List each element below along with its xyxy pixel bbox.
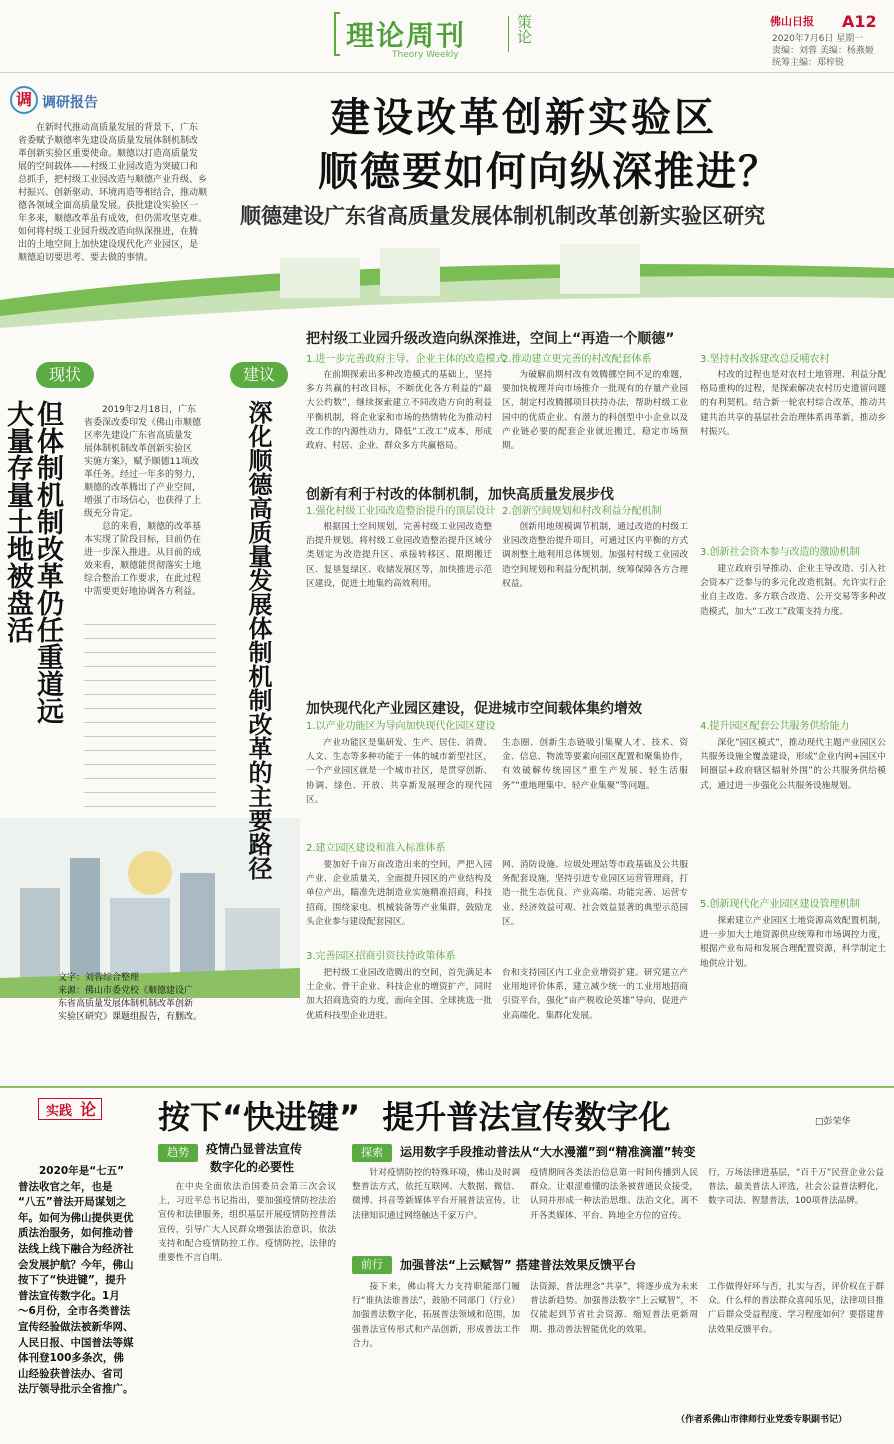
- masthead-rule: [0, 72, 894, 73]
- subheadline: 顺德建设广东省高质量发展体制机制改革创新实验区研究: [240, 204, 765, 228]
- practice-tag-part2: 论: [80, 1100, 97, 1119]
- section-heading: 2.推动建立更完善的村改配套体系: [502, 354, 652, 365]
- story-divider: [0, 1086, 894, 1088]
- credit: 文字：刘蓉综合整理 来源：佛山市委党校《顺德建设广 东省高质量发展体制机制改革创新 实验区研究》课题组报告，有删改。: [58, 973, 203, 1022]
- article-column: 为破解前期村改有效腾挪空间不足的难题，要加快梳理并向市场推介一批现有的存量产业园区，制定村改腾挪项目扶持办法，帮助村级工业园中的优质企业、有潜力的科创型中小企业以及产业链必要的配套企业就近搬迁，稳定市场预期。: [502, 370, 688, 452]
- article-column: 深化“园区模式”，推动现代主题产业园区公共服务设施全覆盖建设，形成“企业内网+园区中间圈层+政府辖区辐射外围”的公共服务供给模式，通过进一步强化公共服务设施规划。: [700, 738, 886, 791]
- article-column: 根据国土空间规划，完善村级工业园改造整治提升规划。将村级工业园改造整治提升区域分类划定为改造提升区、承接转移区、限期搬迁区、复垦复绿区、收储发展区等，加快推进示范区建设，促进土地集约高效利用。: [306, 522, 492, 589]
- issue-date: 2020年7月6日 星期一: [772, 34, 864, 44]
- article-column: 创新用地规模调节机制，通过改造的村级工业园改造整治提升项目，可通过区内平衡的方式调剂整土地利用总体规划。加强村村级工业园改造空间规划和利益分配机制，统筹保障各方合理权益。: [502, 522, 688, 589]
- report-tag: 调研报告: [42, 95, 98, 111]
- pull-quote: 2020年是“七五” 普法收官之年，也是 “八五”普法开局谋划之 年。如何为佛山提供更优 质法治服务，如何推动普 法线上线下融合为经济社 会发展护航？今年，佛山 按下了“快进键”，提升 普法宣传数字化。1月 ～6月份，全市各类普法 宣传经验做法被新华网、 人民日报、中国普法等媒 体刊登100多条次，佛 山经验获普法办、省司 法厅领导批示全省推广。: [18, 1165, 134, 1396]
- section-heading: 3.创新社会资本参与改造的激励机制: [700, 547, 860, 558]
- article-column: 台和支持园区内工业企业增资扩建。研究建立产业用地评价体系，建立减少统一的工业用地招商引资平台，强化“亩产税收论英雄”导向，促进产业高端化、集群化发展。: [502, 968, 688, 1021]
- section-heading: 1.以产业功能区为导向加快现代化园区建设: [306, 721, 496, 732]
- article-column: 要加好千亩万亩改造出来的空间，严把入园产业、企业质量关，全面提升园区的产业结构及单位产出，瞄准先进制造业实施精准招商，科技招商，围绕家电、机械装备等产业集群，鼓励龙头企业参与建设配套园区。: [306, 860, 492, 927]
- article-column: 行，万场法律进基层，“百千万”民营企业公益普法，最美普法人评选，社会公益普法孵化，数字司法、智慧普法，100项普法品牌。: [708, 1168, 884, 1207]
- practice-tag-part1: 实践: [46, 1104, 73, 1119]
- article-column: 产业功能区是集研发、生产、居住、消费、人文、生态等多种功能于一体的城市新型社区，一个产业园区就是一个城市社区，是贯穿创新、协调、绿色、开放、共享新发展理念的现代园区。: [306, 738, 492, 805]
- masthead-bracket-left: [334, 12, 340, 56]
- report-tag-icon: 调: [10, 86, 38, 114]
- logo-icon: 佛山日报: [770, 15, 814, 28]
- article-column: 在前期探索出多种改造模式的基础上，坚持多方共赢的村改目标，不断优化各方利益的“最大公约数”，继续探索建立不同改造方向的利益平衡机制，将企业家和市场的热情转化为推动村改工作的内源性动力，降低“工改工”成本，形成政府、村居、企业、群众多方共赢格局。: [306, 370, 492, 452]
- article-column: 针对疫情防控的特殊环境，佛山及时调整普法方式，依托互联网、大数据、微信、微博、抖音等新媒体平台开展普法宣传，让法律知识通过网络触达千家万户。: [352, 1168, 520, 1221]
- article-column: 网、消防设施、垃圾处理站等市政基础及公共服务配套设施，坚持引进专业园区运营管理商，打造一批生态优良、产业高端、功能完善、运营专业、经济效益可观、社会效益显著的典型示范园区。: [502, 860, 688, 927]
- article-column: 接下来，佛山将大力支持职能部门履行“谁执法谁普法”，鼓励不同部门（行业）加强普法数字化，拓展普法领域和范围，加强普法宣传形式和产品创新，形成普法工作合力。: [352, 1282, 520, 1349]
- headline-1: 建设改革创新实验区: [330, 95, 717, 141]
- suggest-label: 建议: [230, 362, 288, 388]
- explore-title: 运用数字手段推动普法从“大水漫灌”到“精准滴灌”转变: [400, 1145, 696, 1159]
- status-headline-1: 但体制机制改革仍任重道远: [32, 400, 63, 724]
- article-column: 工作做得好坏与否，扎实与否，评价权在于群众。什么样的普法群众喜闻乐见，法律项目推广后群众受益程度、学习程度如何？要搭建普法效果反馈平台。: [708, 1282, 884, 1335]
- forward-label: 前行: [352, 1256, 392, 1274]
- section-3-heading: 加快现代化产业园区建设，促进城市空间载体集约增效: [306, 701, 642, 717]
- status-headline-2: 大量存量土地被盘活: [2, 400, 33, 643]
- section-heading: 1.进一步完善政府主导、企业主体的改造模式: [306, 354, 506, 365]
- masthead-title: 理论周刊: [346, 19, 467, 52]
- masthead-column: 策论: [515, 14, 533, 44]
- article-column: 把村级工业园改造腾出的空间，首先满足本土企业、骨干企业、科技企业的增资扩产，同时加大招商选资的力度，面向全国、全球挑选一批优质科技型企业进驻。: [306, 968, 492, 1021]
- article-column: 村改的过程也是对农村土地管理、利益分配格局重构的过程，是探索解决农村历史遗留问题的有利契机。结合新一轮农村综合改革，推动共建共治共享的基层社会治理体系再革新，推动乡村振兴。: [700, 370, 886, 437]
- masthead-column-divider: [508, 16, 509, 52]
- section-2-heading: 创新有利于村改的体制机制，加快高质量发展步伐: [306, 487, 614, 503]
- author: □彭荣华: [815, 1117, 851, 1127]
- section-heading: 1.强化村级工业园改造整治提升的顶层设计: [306, 506, 496, 517]
- editors-line-1: 责编：刘蓉 美编：杨燕姬: [772, 46, 874, 56]
- article-column: 疫情期间各类法治信息第一时间传播到人民群众。让艰涩难懂的法条被普通民众接受，认同并形成一种法治思维、法治文化，离不开各类媒体、平台、阵地全方位的宣传。: [530, 1168, 698, 1221]
- explore-label: 探索: [352, 1144, 392, 1162]
- page-number: A12: [842, 12, 877, 31]
- trend-title-1: 疫情凸显普法宣传: [206, 1142, 303, 1156]
- intro-text: 在新时代推动高质量发展的背景下，广东 省委赋予顺德率先建设高质量发展体制机制改 革创新实验区重要使命。顺德以打造高质量发 展的空间载体——村级工业园改造为突破口和 总抓手，把村级工业园改造与顺德产业升级、乡 村振兴、创新驱动、环境再造等相结合，推动顺 德各领域全面高质量发展。获批建设实验区一 年多来，顺德改革虽有成效，但仍需攻坚克难。 如何将村级工业园升级改造向纵深推进，在腾 出的土地空间上加快建设现代化产业园区，是 顺德迫切要思考、要去做的事情。: [18, 123, 208, 263]
- masthead-subtitle: Theory Weekly: [392, 50, 459, 60]
- article-column: 法资源，普法理念“共享”，将逐步成为未来普法新趋势。加强普法数字“上云赋智”，不仅能起到节省社会资源、缩短普法更新周期、推动普法智能优化的效果。: [530, 1282, 698, 1335]
- section-heading: 3.坚持村改拆建改总反哺农村: [700, 354, 830, 365]
- section-heading: 2.建立园区建设和准入标准体系: [306, 843, 446, 854]
- article-column: 生态圈、创新生态链吸引集聚人才、技术、资金、信息、物流等要素向园区配置和聚集协作，有效破解传统园区“重生产发展、轻生活服务”“重地理集中、轻产业集聚”等问题。: [502, 738, 688, 791]
- status-label: 现状: [36, 362, 94, 388]
- status-body: 2019年2月18日，广东 省委深改委印发《佛山市顺德 区率先建设广东省高质量发 展体制机制改革创新实验区 实施方案》，赋予顺德11项改 革任务。经过一年多的努力， 顺德的改革腾出了产业空间， 增强了市场信心，也获得了上 级充分肯定。 总的来看，顺德的改革基 本实现了阶段目标，目前仍在 进一步深入推进。从目前的成 效来看，顺德能贯彻落实土地 综合整治工作要求，在此过程 中需要更好地协调各方利益。: [84, 405, 202, 597]
- section-heading: 2.创新空间规划和村改利益分配机制: [502, 506, 662, 517]
- article-column: 在中央全面依法治国委员会第三次会议上，习近平总书记指出，要加强疫情防控法治宣传和法律服务，组织基层开展疫情防控普法宣传，引导广大人民群众增强法治意识，依法支持和配合疫情防控工作。疫情防控，法律的重要性不言自明。: [158, 1182, 336, 1264]
- section-bar-title: 把村级工业园升级改造向纵深推进，空间上“再造一个顺德”: [306, 331, 675, 347]
- suggest-headline: 深化顺德高质量发展体制机制改革的主要路径: [244, 400, 272, 880]
- lower-headline: 按下“快进键” 提升普法宣传数字化: [158, 1098, 671, 1136]
- trend-label: 趋势: [158, 1144, 198, 1162]
- section-heading: 5.创新现代化产业园区建设管理机制: [700, 899, 860, 910]
- status-body-extra: [84, 620, 216, 810]
- article-column: 建立政府引导推动、企业主导改造、引入社会资本广泛参与的多元化改造机制。允许实行企业自主改造、多方联合改造、公开交易等多种改造模式，加大“工改工”政策支持力度。: [700, 564, 886, 617]
- green-wave-banner: [0, 238, 894, 338]
- author-note: （作者系佛山市律师行业党委专职副书记）: [676, 1415, 848, 1425]
- headline-2: 顺德要如何向纵深推进？: [318, 149, 780, 195]
- editors-line-2: 统筹主编：郑梓锐: [772, 58, 845, 68]
- section-heading: 4.提升园区配套公共服务供给能力: [700, 721, 850, 732]
- trend-title-2: 数字化的必要性: [210, 1160, 295, 1174]
- forward-title: 加强普法“上云赋智” 搭建普法效果反馈平台: [400, 1258, 636, 1272]
- section-heading: 3.完善园区招商引资扶持政策体系: [306, 951, 456, 962]
- article-column: 探索建立产业园区土地资源高效配置机制，进一步加大土地资源供应统筹和市场调控力度，根据产业布局和发展合理配置资源，科学制定土地供应计划。: [700, 916, 886, 969]
